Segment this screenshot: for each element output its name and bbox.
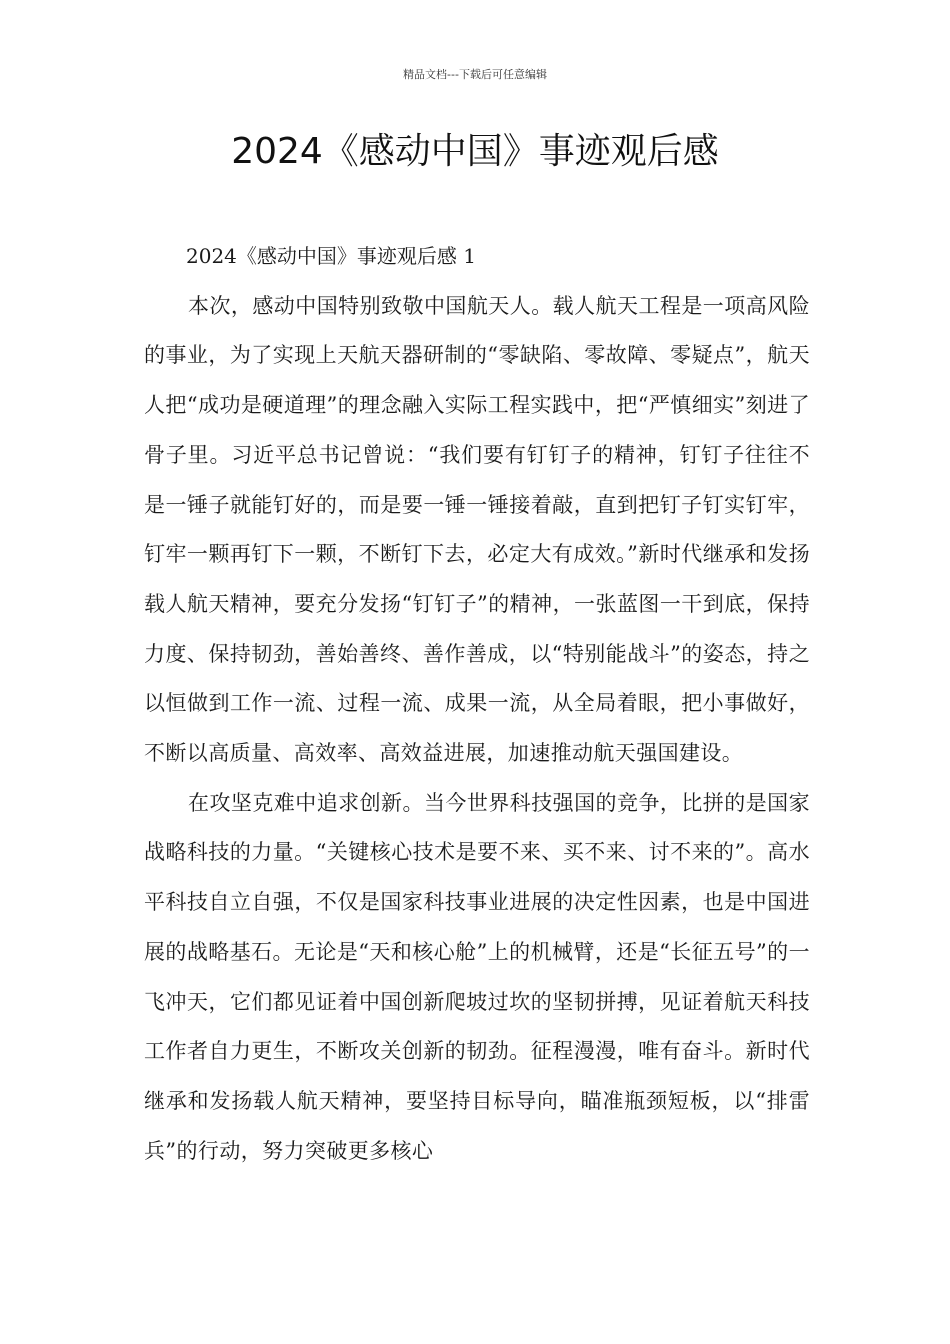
header-note: 精品文档---下载后可任意编辑 [403,68,547,81]
paragraph-2: 在攻坚克难中追求创新。当今世界科技强国的竞争，比拼的是国家战略科技的力量。“关键核心技术是要不来、买不来、讨不来的”。高水平科技自立自强，不仅是国家科技事业进展的决定性因素，也是中国进展的战略基石。无论是“天和核心舱”上的机械臂，还是“长征五号”的一飞冲天，它们都见证着中国创新爬坡过坎的坚韧拼搏，见证着航天科技工作者自力更生，不断攻关创新的韧劲。征程漫漫，唯有奋斗。新时代继承和发扬载人航天精神，要坚持目标导向，瞄准瓶颈短板，以“排雷兵”的行动，努力突破更多核心 [144,790,810,1163]
document-body [144,232,810,1176]
paragraph-1: 本次，感动中国特别致敬中国航天人。载人航天工程是一项高风险的事业，为了实现上天航天器研制的“零缺陷、零故障、零疑点”，航天人把“成功是硬道理”的理念融入实际工程实践中，把“严慎细实”刻进了骨子里。习近平总书记曾说：“我们要有钉钉子的精神，钉钉子往往不是一锤子就能钉好的，而是要一锤一锤接着敲，直到把钉子钉实钉牢，钉牢一颗再钉下一颗，不断钉下去，必定大有成效。”新时代继承和发扬载人航天精神，要充分发扬“钉钉子”的精神，一张蓝图一干到底，保持力度、保持韧劲，善始善终、善作善成，以“特别能战斗”的姿态，持之以恒做到工作一流、过程一流、成果一流，从全局着眼，把小事做好，不断以高质量、高效率、高效益进展，加速推动航天强国建设。 [144,293,810,766]
section-title: 2024《感动中国》事迹观后感 1 [186,244,476,268]
document-title: 2024《感动中国》事迹观后感 [231,131,719,172]
